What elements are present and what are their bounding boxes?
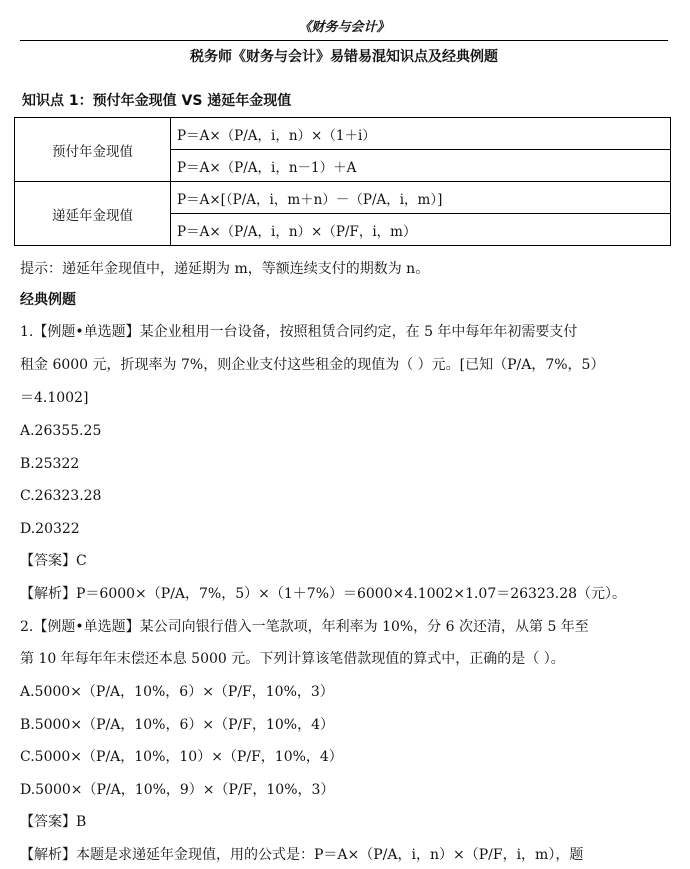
answer-1: 【答案】C [20,553,87,569]
option-d: D.5000×（P/A，10%，9）×（P/F，10%，3） [20,782,335,798]
option-c: C.26323.28 [20,488,102,504]
question-1-text: ＝4.1002] [20,390,89,406]
formula-cell: P＝A×（P/A，i，n）×（P/F，i，m） [171,214,671,246]
option-a: A.5000×（P/A，10%，6）×（P/F，10%，3） [20,684,334,700]
option-d: D.20322 [20,521,80,537]
knowledge-point-heading: 知识点 1：预付年金现值 VS 递延年金现值 [22,93,292,109]
formula-cell: P＝A×（P/A，i，n－1）＋A [171,150,671,182]
formula-label-annuity-due: 预付年金现值 [15,118,171,182]
formula-cell: P＝A×（P/A，i，n）×（1＋i） [171,118,671,150]
question-2-text: 2.【例题•单选题】某公司向银行借入一笔款项，年利率为 10%，分 6 次还清，从第 5 年至 [20,619,589,635]
tip-text: 提示：递延年金现值中，递延期为 m，等额连续支付的期数为 n。 [20,261,430,277]
examples-heading: 经典例题 [20,292,76,308]
page-title: 税务师《财务与会计》易错易混知识点及经典例题 [190,49,498,65]
header-rule [20,40,668,41]
formula-label-deferred-annuity: 递延年金现值 [15,182,171,246]
running-header: 《财务与会计》 [298,20,390,35]
question-2-text: 第 10 年每年年末偿还本息 5000 元。下列计算该笔借款现值的算式中，正确的是（ ）。 [20,651,565,667]
option-b: B.25322 [20,456,80,472]
formula-table [14,117,671,246]
explanation-2: 【解析】本题是求递延年金现值，用的公式是：P＝A×（P/A，i，n）×（P/F，i，m），题 [20,847,584,863]
table-row [15,118,671,150]
question-1-text: 1.【例题•单选题】某企业租用一台设备，按照租赁合同约定，在 5 年中每年年初需要支付 [20,324,578,340]
explanation-1: 【解析】P＝6000×（P/A，7%，5）×（1＋7%）＝6000×4.1002×1.07＝26323.28（元）。 [20,586,627,602]
formula-cell: P＝A×[（P/A，i，m＋n）－（P/A，i，m）] [171,182,671,214]
option-c: C.5000×（P/A，10%，10）×（P/F，10%，4） [20,749,343,765]
answer-2: 【答案】B [20,814,87,830]
option-a: A.26355.25 [20,423,102,439]
question-1-text: 租金 6000 元，折现率为 7%，则企业支付这些租金的现值为（ ）元。[已知（P/A，7%，5） [20,357,605,373]
option-b: B.5000×（P/A，10%，6）×（P/F，10%，4） [20,717,334,733]
table-row [15,182,671,214]
